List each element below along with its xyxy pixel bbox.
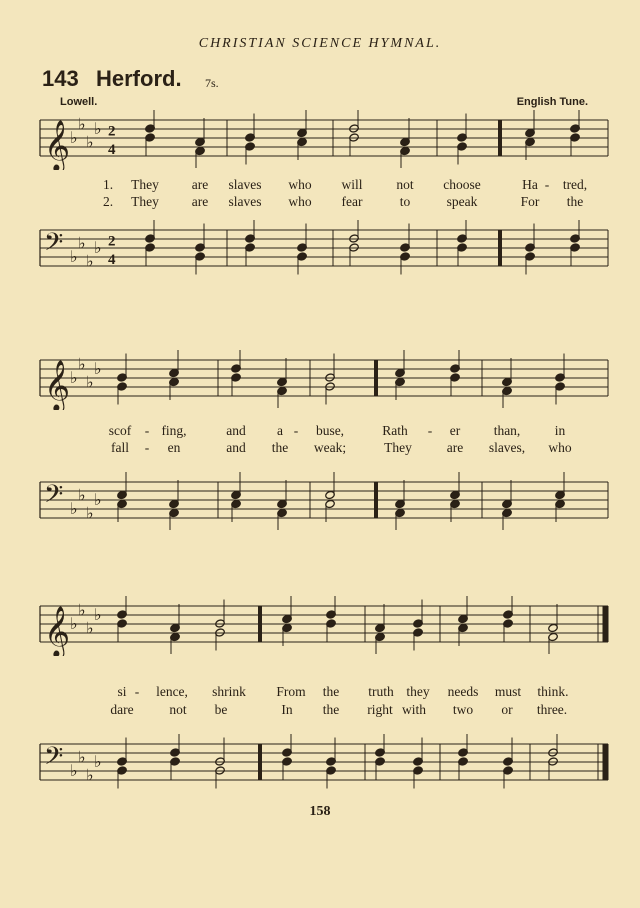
- running-head: CHRISTIAN SCIENCE HYMNAL.: [198, 36, 442, 51]
- lyric-syllable: think.: [537, 684, 569, 699]
- flat-icon: ♭: [94, 605, 102, 624]
- flat-icon: ♭: [70, 499, 78, 518]
- lyric-syllable: needs: [447, 684, 479, 699]
- hymn-meter: 7s.: [205, 76, 219, 90]
- lyric-syllable: are: [191, 177, 209, 192]
- bass-clef-icon: 𝄢: [44, 742, 64, 777]
- lyric-syllable: who: [548, 440, 572, 455]
- lyric-syllable: fall: [111, 440, 129, 455]
- treble-clef-icon: 𝄞: [44, 360, 71, 410]
- treble-staff: [0, 110, 640, 170]
- lyric-syllable: tred,: [562, 177, 588, 192]
- lyric-syllable: fing,: [161, 423, 187, 438]
- lyric-syllable: dare: [110, 702, 134, 717]
- lyric-line-verse2: [0, 702, 640, 718]
- lyric-line-verse1: [0, 684, 640, 700]
- bass-clef-icon: 𝄢: [44, 480, 64, 515]
- time-signature-bottom: 4: [108, 252, 116, 269]
- time-signature-top: 2: [108, 233, 116, 250]
- flat-icon: ♭: [78, 354, 86, 374]
- page-number: 158: [309, 804, 331, 819]
- lyric-line-verse2: [0, 194, 640, 210]
- lyric-syllable: the: [322, 684, 340, 699]
- flat-icon: ♭: [78, 485, 86, 505]
- lyric-syllable: with: [401, 702, 427, 717]
- lyric-syllable: to: [399, 194, 411, 209]
- flat-icon: ♭: [70, 128, 78, 147]
- flat-icon: ♭: [86, 132, 94, 152]
- flat-icon: ♭: [86, 618, 94, 638]
- lyric-line-verse1: [0, 423, 640, 439]
- lyric-syllable: Ha: [522, 177, 538, 192]
- lyric-syllable: be: [214, 702, 228, 717]
- lyric-syllable: a: [277, 423, 283, 438]
- tune-source: English Tune.: [516, 96, 588, 108]
- lyric-syllable: the: [271, 440, 289, 455]
- lyric-syllable: right: [367, 702, 393, 717]
- flat-icon: ♭: [94, 359, 102, 378]
- lyric-syllable: -: [144, 423, 150, 438]
- lyric-syllable: 1.: [102, 177, 114, 192]
- flat-icon: ♭: [86, 251, 94, 271]
- lyric-syllable: will: [341, 177, 363, 192]
- lyric-syllable: slaves: [228, 177, 262, 192]
- lyric-syllable: they: [406, 684, 430, 699]
- flat-icon: ♭: [94, 119, 102, 138]
- lyric-syllable: the: [566, 194, 584, 209]
- flat-icon: ♭: [94, 490, 102, 509]
- bass-staff: [0, 220, 640, 280]
- lyric-syllable: They: [131, 194, 159, 209]
- flat-icon: ♭: [70, 368, 78, 387]
- lyric-syllable: For: [520, 194, 540, 209]
- lyric-syllable: choose: [443, 177, 481, 192]
- lyric-line-verse2: [0, 440, 640, 456]
- lyric-syllable: In: [281, 702, 293, 717]
- lyric-syllable: and: [226, 440, 246, 455]
- flat-icon: ♭: [78, 600, 86, 620]
- lyric-syllable: are: [191, 194, 209, 209]
- flat-icon: ♭: [86, 503, 94, 523]
- lyric-syllable: -: [427, 423, 433, 438]
- lyric-syllable: Rath: [382, 423, 408, 438]
- lyric-syllable: buse,: [315, 423, 345, 438]
- lyric-syllable: two: [452, 702, 474, 717]
- lyric-syllable: shrink: [212, 684, 246, 699]
- lyric-syllable: weak;: [313, 440, 347, 455]
- bass-clef-icon: 𝄢: [44, 228, 64, 263]
- lyric-syllable: in: [554, 423, 566, 438]
- lyric-syllable: slaves,: [488, 440, 526, 455]
- lyric-syllable: er: [449, 423, 461, 438]
- lyric-syllable: 2.: [102, 194, 114, 209]
- lyric-syllable: who: [288, 177, 312, 192]
- flat-icon: ♭: [86, 372, 94, 392]
- lyric-syllable: who: [288, 194, 312, 209]
- bass-staff: [0, 734, 640, 794]
- hymn-title: Herford.: [96, 66, 182, 91]
- flat-icon: ♭: [70, 614, 78, 633]
- flat-icon: ♭: [70, 761, 78, 780]
- lyric-syllable: fear: [341, 194, 363, 209]
- lyric-syllable: and: [226, 423, 246, 438]
- treble-clef-icon: 𝄞: [44, 606, 71, 656]
- lyric-syllable: than,: [493, 423, 521, 438]
- lyric-syllable: three.: [536, 702, 568, 717]
- lyric-syllable: or: [501, 702, 513, 717]
- lyric-syllable: must: [494, 684, 522, 699]
- lyric-syllable: not: [169, 702, 187, 717]
- lyric-syllable: not: [396, 177, 414, 192]
- flat-icon: ♭: [70, 247, 78, 266]
- lyric-syllable: truth: [368, 684, 394, 699]
- lyric-line-verse1: [0, 177, 640, 193]
- time-signature-bottom: 4: [108, 142, 116, 159]
- lyric-syllable: are: [446, 440, 464, 455]
- lyric-syllable: They: [384, 440, 412, 455]
- hymn-number: 143: [42, 66, 79, 91]
- lyric-syllable: From: [276, 684, 306, 699]
- lyric-syllable: en: [167, 440, 181, 455]
- time-signature-top: 2: [108, 123, 116, 140]
- lyric-syllable: -: [144, 440, 150, 455]
- flat-icon: ♭: [78, 747, 86, 767]
- bass-staff: [0, 472, 640, 532]
- flat-icon: ♭: [78, 114, 86, 134]
- lyric-syllable: -: [293, 423, 299, 438]
- lyric-syllable: the: [322, 702, 340, 717]
- lyric-syllable: scof: [108, 423, 132, 438]
- lyric-syllable: -: [544, 177, 550, 192]
- lyric-syllable: lence,: [156, 684, 188, 699]
- treble-staff: [0, 350, 640, 410]
- lyric-syllable: speak: [446, 194, 478, 209]
- treble-staff: [0, 596, 640, 656]
- flat-icon: ♭: [94, 238, 102, 257]
- flat-icon: ♭: [86, 765, 94, 785]
- composer-credit: Lowell.: [60, 96, 98, 108]
- lyric-syllable: They: [131, 177, 159, 192]
- treble-clef-icon: 𝄞: [44, 120, 71, 170]
- lyric-syllable: slaves: [228, 194, 262, 209]
- flat-icon: ♭: [78, 233, 86, 253]
- lyric-syllable: -: [134, 684, 140, 699]
- flat-icon: ♭: [94, 752, 102, 771]
- lyric-syllable: si: [117, 684, 127, 699]
